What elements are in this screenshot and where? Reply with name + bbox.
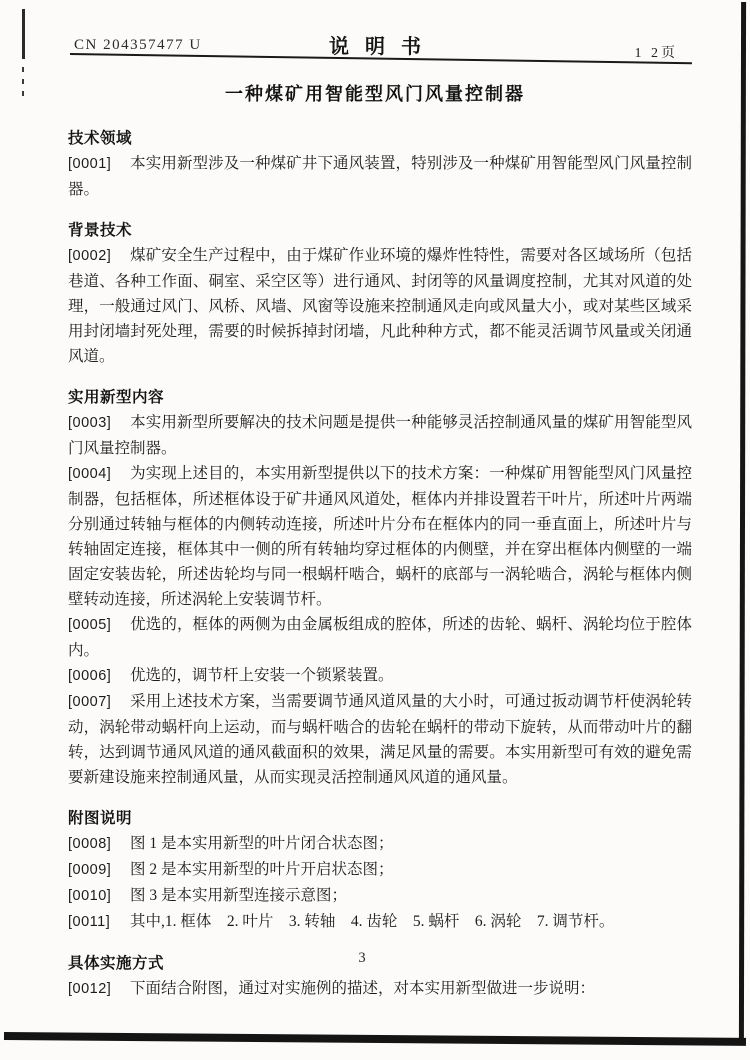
paragraph-0011 bbox=[68, 909, 692, 935]
paragraph-0007 bbox=[68, 689, 692, 790]
paragraph-tag: [0007] bbox=[68, 694, 112, 710]
paragraph-tag: [0008] bbox=[68, 836, 112, 852]
paragraph-text: 优选的，调节杆上安装一个锁紧装置。 bbox=[130, 667, 394, 684]
section-heading: 实用新型内容 bbox=[68, 389, 165, 406]
section-technical-field bbox=[68, 126, 692, 202]
paragraph-tag: [0003] bbox=[68, 415, 112, 431]
paragraph-0012 bbox=[68, 976, 692, 1002]
section-heading: 技术领域 bbox=[68, 130, 133, 147]
page-footer bbox=[0, 950, 724, 967]
section-figure-description bbox=[68, 790, 692, 935]
paragraph-tag: [0010] bbox=[68, 888, 112, 904]
section-heading: 附图说明 bbox=[68, 810, 133, 827]
paragraph-text: 图 3 是本实用新型连接示意图； bbox=[130, 887, 348, 904]
paragraph-tag: [0012] bbox=[68, 981, 112, 997]
section-heading: 背景技术 bbox=[68, 222, 133, 239]
paragraph-text: 本实用新型涉及一种煤矿井下通风装置，特别涉及一种煤矿用智能型风门风量控制器。 bbox=[68, 155, 692, 198]
page-number: 3 bbox=[358, 950, 366, 966]
section-background-art bbox=[68, 202, 692, 369]
section-heading: 具体实施方式 bbox=[68, 955, 165, 972]
paragraph-0003 bbox=[68, 410, 692, 461]
scan-artifact-bottom-bar bbox=[4, 1032, 746, 1046]
publication-number: CN 204357477 U bbox=[74, 37, 202, 53]
paragraph-text: 优选的，框体的两侧为由金属板组成的腔体，所述的齿轮、蜗杆、涡轮均位于腔体内。 bbox=[68, 616, 692, 659]
doc-type-title: 说明书 bbox=[329, 36, 437, 58]
paragraph-0010 bbox=[68, 883, 692, 909]
paragraph-0002 bbox=[68, 243, 692, 369]
paragraph-tag: [0011] bbox=[68, 914, 111, 930]
paragraph-0001 bbox=[68, 151, 692, 202]
page-indicator: 1 2页 bbox=[634, 46, 678, 61]
paragraph-tag: [0002] bbox=[68, 248, 112, 264]
paragraph-tag: [0005] bbox=[68, 617, 112, 633]
paragraph-tag: [0006] bbox=[68, 668, 112, 684]
paragraph-text: 采用上述技术方案，当需要调节通风道风量的大小时，可通过扳动调节杆使涡轮转动，涡轮带动蜗杆向上运动，而与蜗杆啮合的齿轮在蜗杆的带动下旋转，从而带动叶片的翻转，达到调节通风风道的通风截面积的效果，满足风量的需要。本实用新型可有效的避免需要新建设施来控制通风量，从而实现灵活控制通风风道的通风量。 bbox=[68, 693, 692, 786]
paragraph-text: 图 2 是本实用新型的叶片开启状态图； bbox=[130, 861, 394, 878]
paragraph-text: 其中,1. 框体 2. 叶片 3. 转轴 4. 齿轮 5. 蜗杆 6. 涡轮 7. 调节杆。 bbox=[130, 913, 615, 930]
paragraph-0008 bbox=[68, 831, 692, 857]
paragraph-tag: [0001] bbox=[68, 156, 112, 172]
section-detailed-description bbox=[68, 935, 692, 1002]
paragraph-0009 bbox=[68, 857, 692, 883]
paragraph-text: 下面结合附图，通过对实施例的描述，对本实用新型做进一步说明： bbox=[130, 980, 596, 997]
paragraph-tag: [0009] bbox=[68, 862, 112, 878]
paragraph-0005 bbox=[68, 612, 692, 663]
document-body bbox=[68, 126, 692, 1002]
scan-artifact-right-bar bbox=[739, 2, 746, 1042]
paragraph-0004 bbox=[68, 461, 692, 612]
paragraph-text: 为实现上述目的，本实用新型提供以下的技术方案：一种煤矿用智能型风门风量控制器，包括框体，所述框体设于矿井通风风道处，框体内并排设置若干叶片，所述叶片两端分别通过转轴与框体的内侧转动连接，所述叶片分布在框体内的同一垂直面上，所述叶片与转轴固定连接，框体其中一侧的所有转轴均穿过框体的内侧壁，并在穿出框体内侧壁的一端固定安装齿轮，所述齿轮均与同一根蜗杆啮合，蜗杆的底部与一涡轮啮合，涡轮与框体内侧壁转动连接，所述涡轮上安装调节杆。 bbox=[68, 465, 692, 608]
section-utility-model-content bbox=[68, 369, 692, 790]
invention-title: 一种煤矿用智能型风门风量控制器 bbox=[225, 84, 525, 104]
paragraph-tag: [0004] bbox=[68, 466, 112, 482]
paragraph-0006 bbox=[68, 663, 692, 689]
paragraph-text: 图 1 是本实用新型的叶片闭合状态图； bbox=[130, 835, 394, 852]
paragraph-text: 本实用新型所要解决的技术问题是提供一种能够灵活控制通风量的煤矿用智能型风门风量控制器。 bbox=[68, 414, 692, 457]
paragraph-text: 煤矿安全生产过程中，由于煤矿作业环境的爆炸性特性，需要对各区域场所（包括巷道、各种工作面、硐室、采空区等）进行通风、封闭等的风量调度控制，尤其对风道的处理，一般通过风门、风桥、风墙、风窗等设施来控制通风走向或风量大小，或对某些区域采用封闭墙封死处理，需要的时候拆掉封闭墙，凡此种种方式，都不能灵活调节风量或关闭通风道。 bbox=[68, 247, 692, 365]
